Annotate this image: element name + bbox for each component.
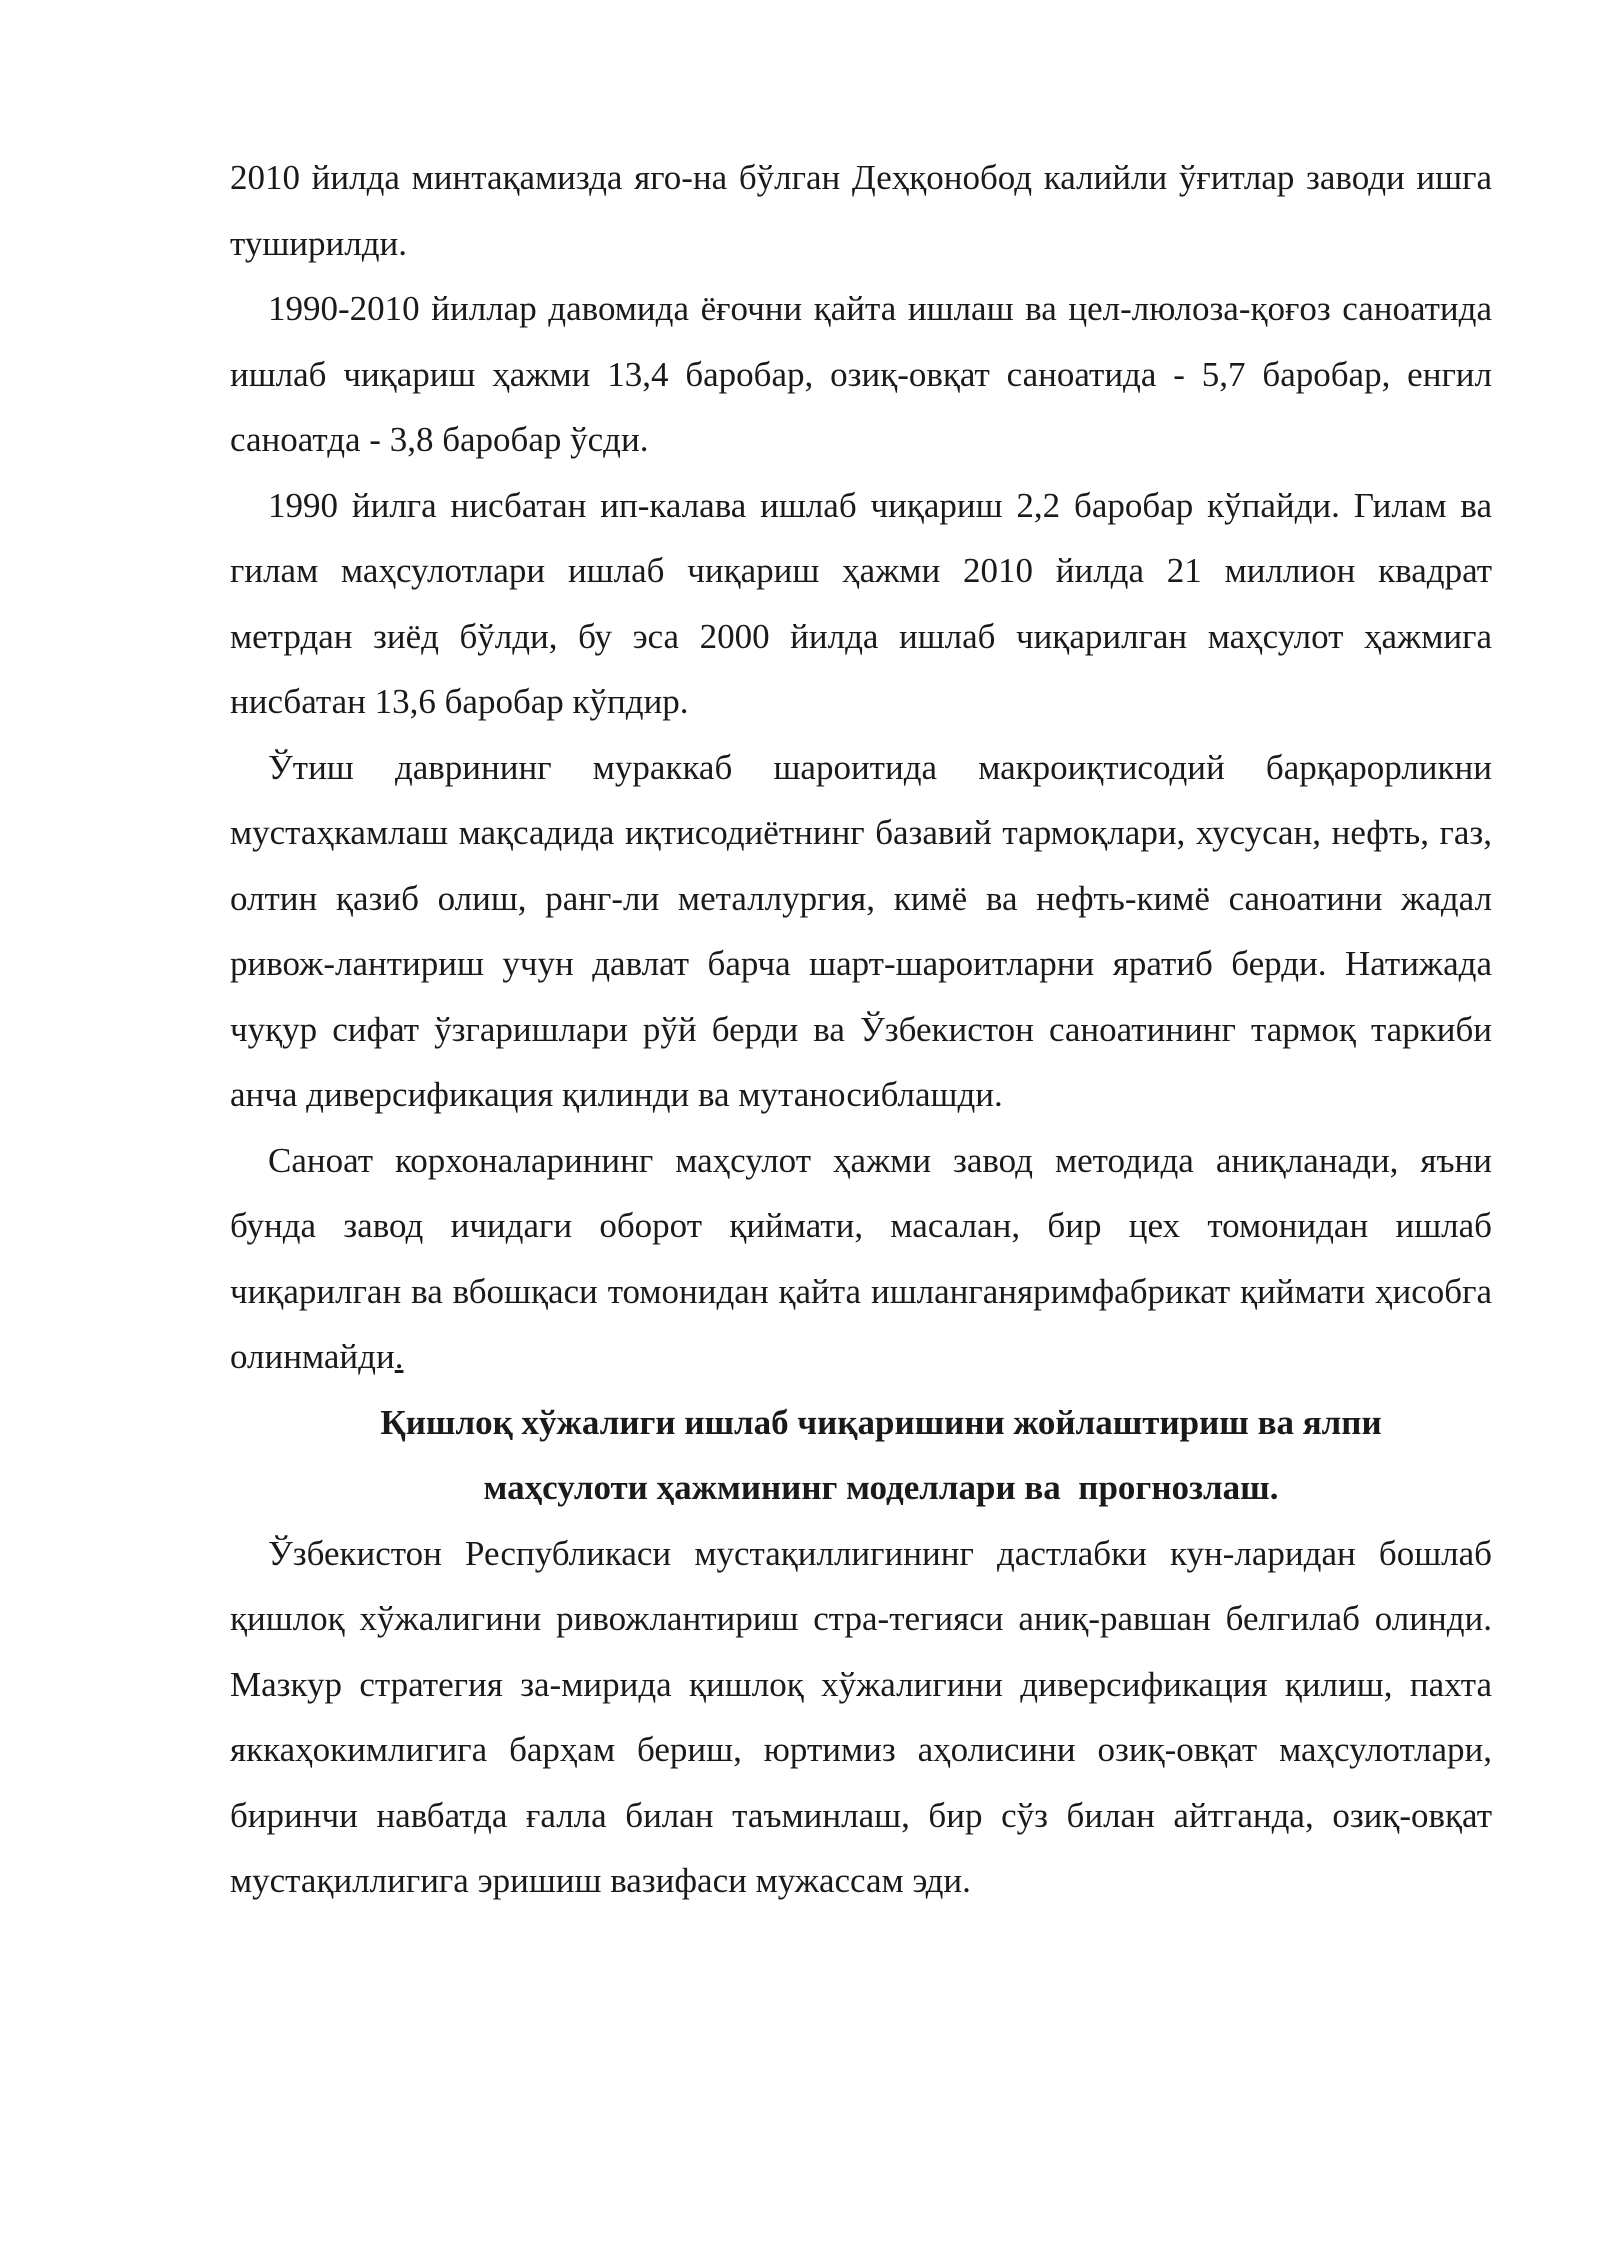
paragraph-6: Ўзбекистон Республикаси мустақиллигининг дастлабки кун-ларидан бошлаб қишлоқ хўжалигини ривожлантириш стра-тегияси аниқ-равшан белгилаб олинди. Мазкур стратегия за-мирида қишлоқ хўжалигини диверсификация қилиш, пахта яккаҳокимлигига барҳам бериш, юртимиз аҳолисини озиқ-овқат маҳсулотлари, биринчи навбатда ғалла билан таъминлаш, бир сўз билан айтганда, озиқ-овқат мустақиллигига эришиш вазифаси мужассам эди. (230, 1533, 1492, 1900)
paragraph-5 (230, 1128, 1492, 1390)
document-page (230, 145, 1492, 1914)
paragraph-5-end-mark: . (394, 1337, 404, 1376)
paragraph-3: 1990 йилга нисбатан ип-калава ишлаб чиқариш 2,2 баробар кўпайди. Гилам ва гилам маҳсулотлари ишлаб чиқариш ҳажми 2010 йилда 21 миллион квадрат метрдан зиёд бўлди, бу эса 2000 йилда ишлаб чиқарилган маҳсулот ҳажмига нисбатан 13,6 баробар кўпдир. (230, 485, 1492, 721)
section-heading (230, 1390, 1492, 1521)
paragraph-5-text: Саноат корхоналарининг маҳсулот ҳажми завод методида аниқланади, яъни бунда завод ичидаги оборот қиймати, масалан, бир цех томонидан ишлаб чиқарилган ва вбошқаси томонидан қайта ишланганяримфабрикат қиймати ҳисобга олинмайди (230, 1140, 1492, 1376)
paragraph-1: 2010 йилда минтақамизда яго-на бўлган Деҳқонобод калийли ўғитлар заводи ишга туширилди. (230, 158, 1492, 263)
paragraph-4: Ўтиш даврининг мураккаб шароитида макроиқтисодий барқарорликни мустаҳкамлаш мақсадида иқтисодиётнинг базавий тармоқлари, хусусан, нефть, газ, олтин қазиб олиш, ранг-ли металлургия, кимё ва нефть-кимё саноатини жадал ривож-лантириш учун давлат барча шарт-шароитларни яратиб берди. Натижада чуқур сифат ўзгаришлари рўй берди ва Ўзбекистон саноатининг тармоқ таркиби анча диверсификация қилинди ва мутаносиблашди. (230, 747, 1492, 1114)
paragraph-2: 1990-2010 йиллар давомида ёғочни қайта ишлаш ва цел-люлоза-қоғоз саноатида ишлаб чиқариш ҳажми 13,4 баробар, озиқ-овқат саноатида - 5,7 баробар, енгил саноатда - 3,8 баробар ўсди. (230, 289, 1492, 459)
section-heading-line-2: маҳсулоти ҳажмининг моделлари ва прогнозлаш. (483, 1468, 1279, 1507)
section-heading-line-1: Қишлоқ хўжалиги ишлаб чиқаришини жойлаштириш ва ялпи (380, 1402, 1382, 1442)
